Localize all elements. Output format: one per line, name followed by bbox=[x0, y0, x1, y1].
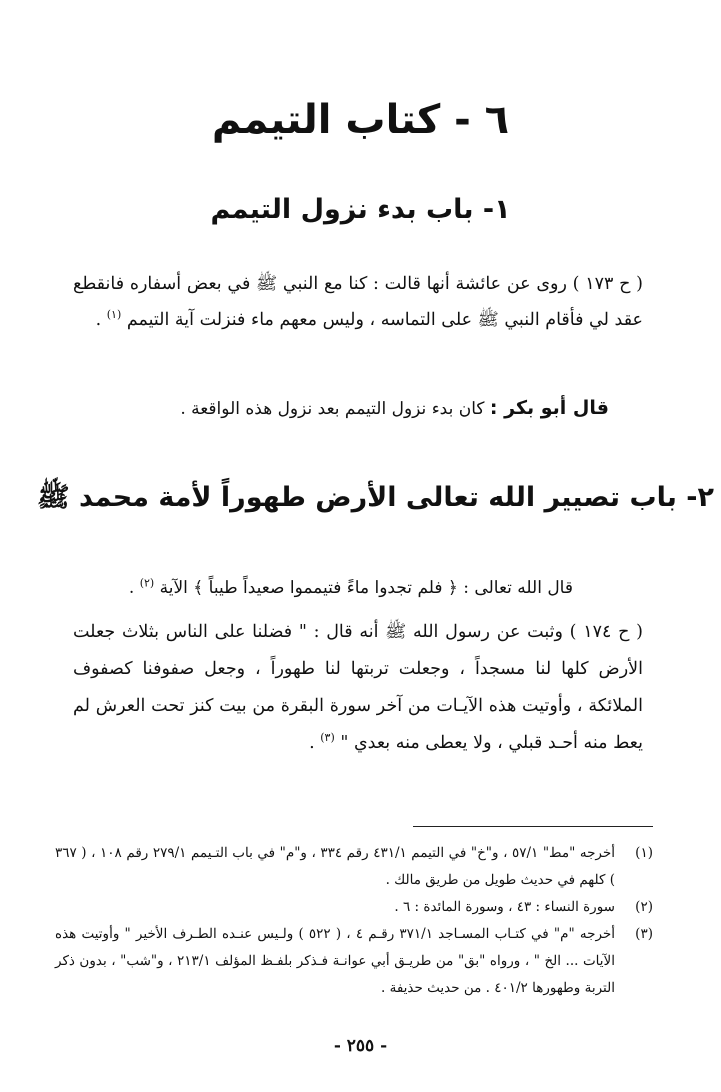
footnote-divider bbox=[413, 826, 653, 827]
footnote-ref-1[interactable]: (١) bbox=[106, 308, 122, 322]
verse-paragraph bbox=[73, 570, 573, 606]
footnote-text: أخرجه "مط" ٥٧/١ ، و"خ" في التيمم ٤٣١/١ رقم ٣٣٤ ، و"م" في باب التـيمم ٢٧٩/١ رقم ١٠٨ ، ( ٣٦٧ ) كلهم في حديث طويل من طريق مالك . bbox=[55, 845, 615, 888]
section-title-1: ١- باب بدء نزول التيمم bbox=[210, 194, 511, 225]
footnote-ref-2[interactable]: (٢) bbox=[139, 576, 155, 590]
abu-bakr-label: قال أبو بكر : bbox=[489, 397, 609, 419]
footnote-ref-3[interactable]: (٣) bbox=[320, 731, 335, 745]
footnotes-list bbox=[55, 840, 653, 1002]
footnote-number: (٣) bbox=[635, 926, 653, 942]
hadith-173-paragraph bbox=[73, 266, 643, 338]
verse-text: قال الله تعالى : ﴿ فلم تجدوا ماءً فتيمموا صعيداً طيباً ﴾ الآية bbox=[159, 578, 573, 598]
footnote-text: أخرجه "م" في كتـاب المسـاجد ٣٧١/١ رقـم ٤ ، ( ٥٢٢ ) ولـيس عنـده الطـرف الأخير " وأوتيت هذه الآيات ... الخ " ، ورواه "بق" من طريـق أبي عوانـة فـذكر بلفـظ المؤلف ٢١٣/١ ، و"شب" ، بدون ذكر التربة وطهورها ٤٠١/٢ . من حديث حذيفة . bbox=[55, 926, 616, 996]
chapter-title: ٦ - كتاب التيمم bbox=[211, 97, 510, 143]
verse-end: . bbox=[128, 578, 140, 598]
abu-bakr-paragraph bbox=[69, 390, 609, 427]
hadith-174-end: . bbox=[309, 733, 321, 753]
hadith-174-text: ( ح ١٧٤ ) وثبت عن رسول الله ﷺ أنه قال : " فضلنا على الناس بثلاث جعلت الأرض كلها لنا مسجداً ، وجعلت تربتها لنا طهوراً ، وجعل صفوفنا كصفوف الملائكة ، وأوتيت هذه الآيـات من آخر سورة البقرة من بيت كنز تحت العرش لم يعط منه أحـد قبلي ، ولا يعطى منه بعدي " bbox=[73, 622, 643, 753]
footnote-item bbox=[55, 840, 653, 894]
footnote-item bbox=[55, 894, 653, 921]
section-title-2: ٢- باب تصيير الله تعالى الأرض طهوراً لأمة محمد ﷺ bbox=[37, 482, 714, 513]
footnote-number: (١) bbox=[635, 845, 653, 861]
footnote-item bbox=[55, 921, 653, 1002]
footnote-number: (٢) bbox=[635, 899, 653, 915]
hadith-173-end: . bbox=[95, 310, 107, 330]
hadith-173-text: ( ح ١٧٣ ) روى عن عائشة أنها قالت : كنا مع النبي ﷺ في بعض أسفاره فانقطع عقد لي فأقام النبي ﷺ على التماسه ، وليس معهم ماء فنزلت آية التيمم bbox=[73, 274, 644, 330]
page-number: - ٢٥٥ - bbox=[333, 1036, 388, 1056]
footnote-text: سورة النساء : ٤٣ ، وسورة المائدة : ٦ . bbox=[394, 899, 615, 915]
hadith-174-paragraph bbox=[73, 614, 643, 762]
abu-bakr-text: كان بدء نزول التيمم بعد نزول هذه الواقعة . bbox=[180, 399, 490, 419]
